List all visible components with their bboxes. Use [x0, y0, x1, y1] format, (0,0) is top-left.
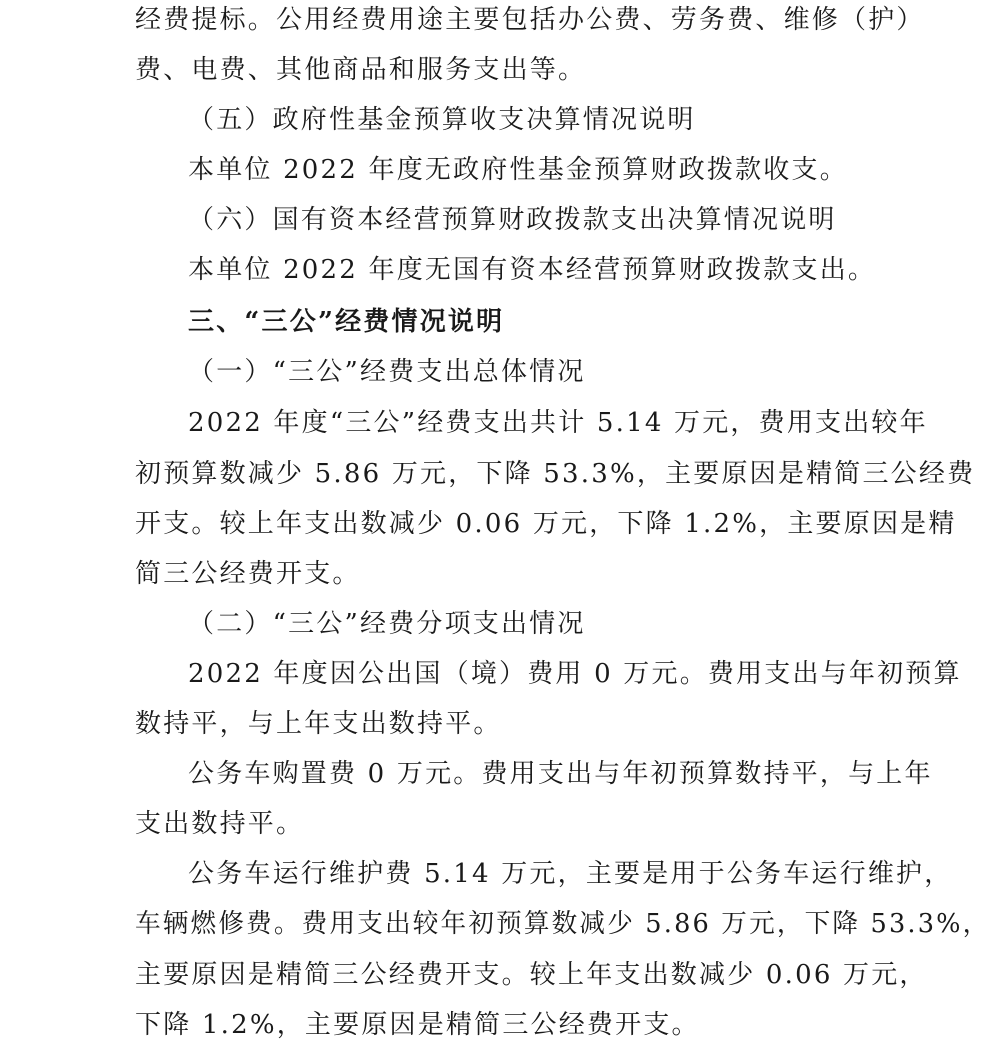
- paragraph-line: 简三公经费开支。: [135, 559, 361, 589]
- paragraph-line: 本单位 2022 年度无国有资本经营预算财政拨款支出。: [188, 255, 877, 285]
- paragraph-line: 公务车购置费 0 万元。费用支出与年初预算数持平，与上年: [188, 759, 933, 789]
- paragraph-line: 支出数持平。: [135, 809, 305, 839]
- paragraph-line: 开支。较上年支出数减少 0.06 万元，下降 1.2%，主要原因是精: [135, 509, 957, 539]
- paragraph-line: 费、电费、其他商品和服务支出等。: [135, 55, 587, 85]
- paragraph-line: 经费提标。公用经费用途主要包括办公费、劳务费、维修（护）: [135, 5, 925, 35]
- paragraph-line: 2022 年度因公出国（境）费用 0 万元。费用支出与年初预算: [188, 659, 962, 689]
- paragraph-line: 初预算数减少 5.86 万元，下降 53.3%，主要原因是精简三公经费: [135, 459, 976, 489]
- chapter-heading: 三、“三公”经费情况说明: [188, 307, 505, 337]
- paragraph-line: 2022 年度“三公”经费支出共计 5.14 万元，费用支出较年: [188, 408, 928, 438]
- paragraph-line: 主要原因是精简三公经费开支。较上年支出数减少 0.06 万元，: [135, 960, 928, 990]
- paragraph-line: 本单位 2022 年度无政府性基金预算财政拨款收支。: [188, 155, 848, 185]
- paragraph-line: 下降 1.2%，主要原因是精简三公经费开支。: [135, 1010, 700, 1040]
- paragraph-line: 数持平，与上年支出数持平。: [135, 709, 502, 739]
- section-heading: （一）“三公”经费支出总体情况: [188, 357, 586, 387]
- section-heading: （六）国有资本经营预算财政拨款支出决算情况说明: [188, 205, 837, 235]
- paragraph-line: 车辆燃修费。费用支出较年初预算数减少 5.86 万元，下降 53.3%，: [135, 909, 991, 939]
- paragraph-line: 公务车运行维护费 5.14 万元，主要是用于公务车运行维护，: [188, 859, 953, 889]
- section-heading: （五）政府性基金预算收支决算情况说明: [188, 105, 696, 135]
- section-heading: （二）“三公”经费分项支出情况: [188, 609, 586, 639]
